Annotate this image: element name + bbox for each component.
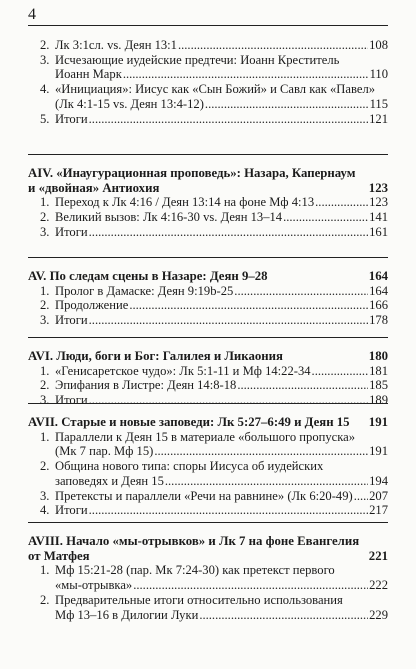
toc-entry-title: «мы-отрывка»	[55, 578, 133, 593]
toc-entry[interactable]	[40, 378, 388, 393]
toc-entry[interactable]	[40, 210, 388, 225]
toc-entry-line	[40, 430, 388, 445]
toc-entry-number: 2.	[40, 592, 50, 607]
toc-entry[interactable]	[40, 38, 388, 53]
toc-entry-title: Итоги	[55, 313, 88, 328]
toc-entry-number: 3.	[40, 488, 50, 503]
toc-entry-number: 2.	[40, 378, 50, 393]
toc-page-number: 185	[369, 378, 388, 393]
toc-page-number: 115	[369, 96, 388, 111]
toc-entry-title: Переход к Лк 4:16 / Деян 13:14 на фоне Мф 4:13	[55, 195, 315, 210]
toc-page-number: 222	[369, 578, 388, 593]
toc-entry-title: Итоги	[55, 111, 88, 126]
toc-page-number: 229	[369, 607, 388, 622]
section-heading-title: AVIII. Начало «мы-отрывков» и Лк 7 на фоне Евангелия	[28, 534, 360, 548]
toc-page-number: 141	[369, 210, 388, 225]
leader-dots	[89, 393, 368, 408]
section-heading[interactable]	[28, 349, 388, 364]
section-heading-line	[28, 534, 388, 549]
section-page-number: 191	[368, 415, 388, 429]
section-heading-line	[28, 415, 388, 430]
leader-dots	[89, 225, 368, 240]
section-divider	[28, 403, 388, 404]
leader-dots	[237, 378, 368, 393]
leader-dots	[205, 97, 369, 112]
toc-page-number: 166	[369, 298, 388, 313]
toc-entry-line	[40, 38, 388, 53]
leader-dots	[178, 38, 368, 53]
toc-entry-title: (Лк 4:1-15 vs. Деян 13:4-12)	[55, 96, 204, 111]
toc-entry-title: Община нового типа: споры Иисуса об иудейских	[55, 459, 324, 474]
toc-entry-number: 4.	[40, 503, 50, 518]
toc-page-number: 108	[369, 38, 388, 52]
toc-entry-line	[40, 82, 388, 97]
toc-entry-title: Параллели к Деян 15 в материале «большого пропуска»	[55, 429, 356, 444]
section-heading[interactable]	[28, 269, 388, 284]
toc-entry-title: Претексты и параллели «Речи на равнине» (Лк 6:20-49)	[55, 488, 353, 503]
section-heading-line	[28, 349, 388, 364]
section-heading-title: AV. По следам сцены в Назаре: Деян 9–28	[28, 269, 268, 283]
section-heading[interactable]	[28, 415, 388, 430]
section-heading-title: и «двойная» Антиохия	[28, 180, 160, 195]
toc-entry[interactable]	[40, 503, 388, 518]
top-rule	[28, 25, 388, 26]
toc-entry-line	[40, 67, 388, 82]
section-divider	[28, 257, 388, 258]
toc-entry-title: Эпифания в Листре: Деян 14:8-18	[55, 378, 237, 393]
toc-entry-line	[40, 578, 388, 593]
leader-dots	[133, 578, 368, 593]
leader-dots	[89, 112, 368, 127]
toc-entry[interactable]	[40, 430, 388, 459]
toc-entry-line	[40, 608, 388, 623]
toc-page-number: 194	[369, 473, 388, 488]
section-heading[interactable]	[28, 166, 388, 195]
leader-dots	[354, 489, 368, 504]
section-heading[interactable]	[28, 534, 388, 563]
section-divider	[28, 154, 388, 155]
toc-entry-line	[40, 284, 388, 299]
toc-page-number: 191	[369, 444, 388, 459]
toc-entry-line	[40, 378, 388, 393]
toc-page-number: 181	[369, 363, 388, 378]
toc-entry[interactable]	[40, 298, 388, 313]
toc-entry-number: 2.	[40, 298, 50, 313]
toc-entry-title: Итоги	[55, 393, 88, 408]
toc-entry-title: заповедях и Деян 15	[55, 473, 164, 488]
toc-entry[interactable]	[40, 195, 388, 210]
toc-entry-title: Исчезающие иудейские предтечи: Иоанн Креститель	[55, 52, 340, 67]
toc-entry-number: 3.	[40, 224, 50, 239]
toc-entry-number: 1.	[40, 563, 50, 578]
toc-entry-line	[40, 210, 388, 225]
toc-entry-line	[40, 313, 388, 328]
section-page-number: 164	[368, 269, 388, 283]
toc-page-number: 164	[369, 283, 388, 298]
toc-entry-title: Итоги	[55, 503, 88, 518]
toc-page-number: 178	[369, 313, 388, 328]
toc-page-number: 161	[369, 224, 388, 239]
toc-page-number: 121	[369, 111, 388, 126]
leader-dots	[123, 67, 369, 82]
toc-entry-title: (Мк 7 пар. Мф 15)	[55, 444, 154, 459]
section-heading-line	[28, 269, 388, 284]
toc-entry-line	[40, 474, 388, 489]
toc-entry-number: 1.	[40, 195, 50, 210]
toc-entry-number: 3.	[40, 313, 50, 328]
toc-entry[interactable]	[40, 112, 388, 127]
toc-entry-title: «Инициация»: Иисус как «Сын Божий» и Савл как «Павел»	[55, 82, 376, 97]
leader-dots	[89, 503, 368, 518]
toc-entry-line	[40, 393, 388, 408]
toc-entry-title: Великий вызов: Лк 4:16-30 vs. Деян 13–14	[55, 210, 283, 225]
section-heading-title: AIV. «Инаугурационная проповедь»: Назара, Капернаум	[28, 166, 356, 180]
leader-dots	[234, 284, 368, 299]
toc-entry-number: 4.	[40, 82, 50, 97]
page-number: 4	[28, 6, 36, 23]
toc-entry[interactable]	[40, 313, 388, 328]
toc-entry-line	[40, 53, 388, 68]
section-heading-line	[28, 181, 388, 196]
leader-dots	[312, 364, 369, 379]
toc-entry-title: Лк 3:1сл. vs. Деян 13:1	[55, 38, 177, 52]
toc-entry-number: 2.	[40, 38, 50, 52]
toc-entry-number: 5.	[40, 111, 50, 126]
toc-entry-number: 2.	[40, 210, 50, 225]
toc-entry[interactable]	[40, 459, 388, 488]
toc-entry-line	[40, 503, 388, 518]
toc-entry-number: 3.	[40, 393, 50, 408]
toc-page-number: 123	[369, 195, 388, 210]
toc-entry[interactable]	[40, 563, 388, 592]
toc-entry[interactable]	[40, 53, 388, 82]
toc-page-number: 217	[369, 503, 388, 518]
toc-entry-line	[40, 563, 388, 578]
leader-dots	[154, 444, 368, 459]
section-heading-title: от Матфея	[28, 548, 90, 563]
toc-entry-number: 1.	[40, 283, 50, 298]
toc-entry-line	[40, 225, 388, 240]
toc-entry[interactable]	[40, 489, 388, 504]
toc-entry[interactable]	[40, 225, 388, 240]
section-heading-line	[28, 549, 388, 564]
leader-dots	[315, 195, 368, 210]
toc-page-number: 110	[369, 67, 388, 82]
toc-entry-line	[40, 459, 388, 474]
toc-entry-line	[40, 489, 388, 504]
toc-entry-number: 2.	[40, 459, 50, 474]
toc-entry-title: Продолжение	[55, 298, 129, 313]
toc-entry[interactable]	[40, 393, 388, 408]
toc-entry-number: 3.	[40, 52, 50, 67]
section-page-number: 123	[368, 180, 388, 195]
toc-entry-title: Предварительные итоги относительно использования	[55, 592, 343, 607]
section-page-number: 180	[368, 349, 388, 363]
toc-page-number: 189	[369, 393, 388, 408]
toc-entry-title: «Генисаретское чудо»: Лк 5:1-11 и Мф 14:22-34	[55, 363, 311, 378]
toc-entry-title: Мф 13–16 в Дилогии Луки	[55, 607, 199, 622]
section-heading-title: AVI. Люди, боги и Бог: Галилея и Ликаония	[28, 349, 283, 363]
section-heading-title: AVII. Старые и новые заповеди: Лк 5:27–6:49 и Деян 15	[28, 415, 350, 429]
toc-entry-title: Пролог в Дамаске: Деян 9:19b-25	[55, 283, 234, 298]
toc-page-number: 207	[369, 488, 388, 503]
toc-entry-line	[40, 195, 388, 210]
section-page-number: 221	[368, 548, 388, 563]
leader-dots	[199, 608, 368, 623]
section-divider	[28, 522, 388, 523]
toc-entry-line	[40, 364, 388, 379]
toc-entry[interactable]	[40, 284, 388, 299]
toc-entry[interactable]	[40, 593, 388, 622]
toc-entry-line	[40, 593, 388, 608]
section-heading-line	[28, 166, 388, 181]
toc-entry-number: 1.	[40, 429, 50, 444]
toc-entry[interactable]	[40, 364, 388, 379]
toc-entry[interactable]	[40, 82, 388, 111]
toc-entry-number: 1.	[40, 363, 50, 378]
leader-dots	[129, 298, 368, 313]
leader-dots	[89, 313, 368, 328]
leader-dots	[165, 474, 368, 489]
leader-dots	[283, 210, 368, 225]
toc-entry-title: Иоанн Марк	[55, 67, 122, 82]
section-divider	[28, 337, 388, 338]
toc-entry-line	[40, 97, 388, 112]
toc-entry-line	[40, 298, 388, 313]
toc-entry-line	[40, 444, 388, 459]
toc-entry-line	[40, 112, 388, 127]
toc-entry-title: Мф 15:21-28 (пар. Мк 7:24-30) как претекст первого	[55, 563, 335, 578]
toc-entry-title: Итоги	[55, 224, 88, 239]
